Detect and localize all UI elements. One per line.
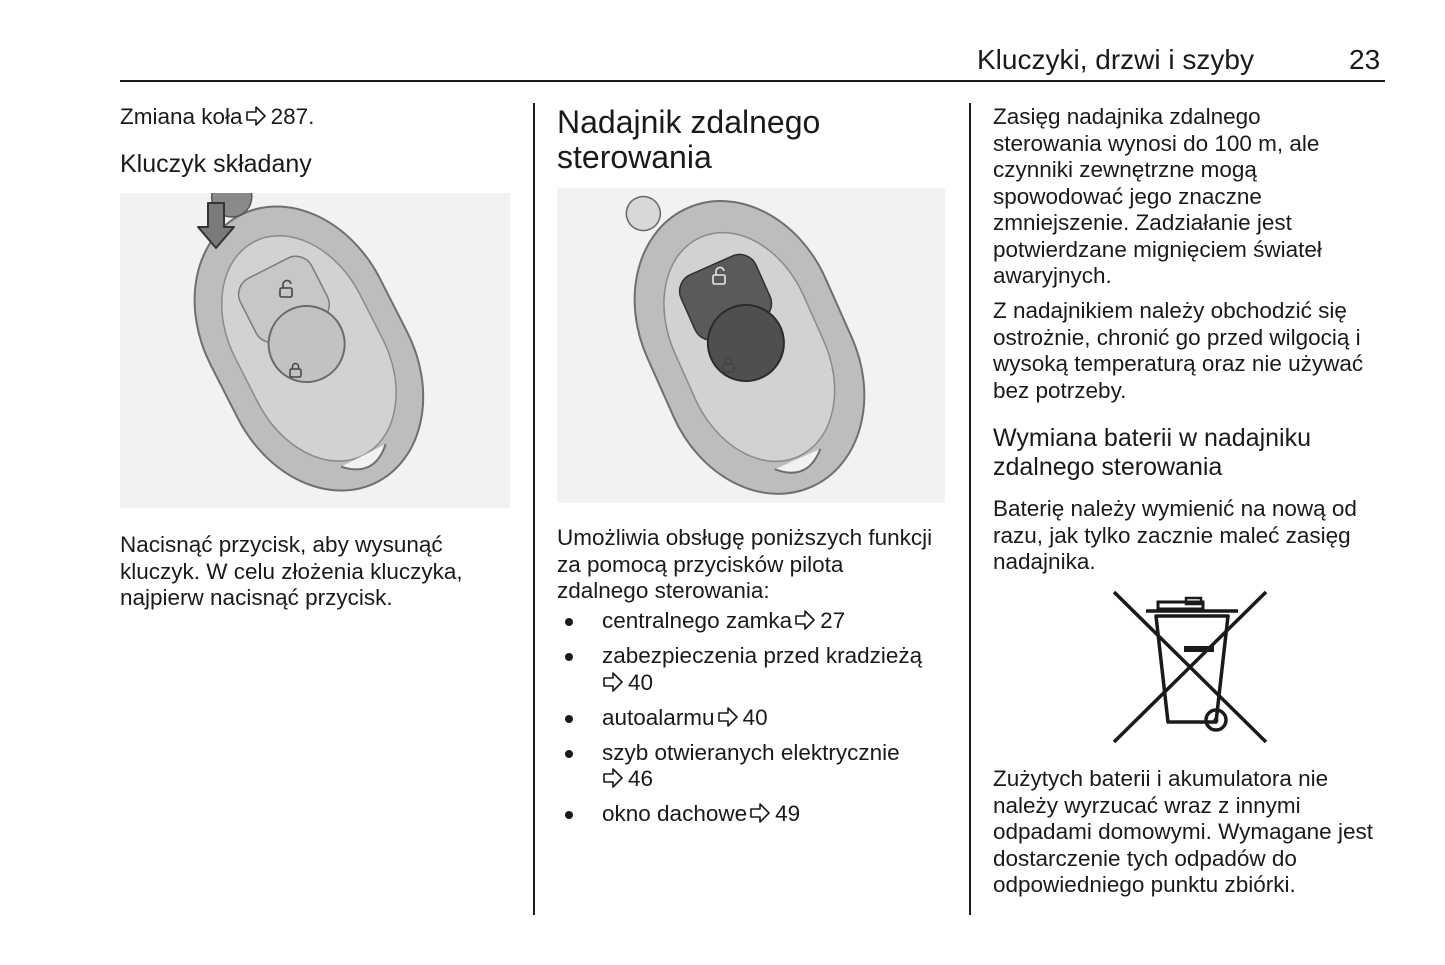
handling-paragraph: Z nadajnikiem należy obchodzić się ostrożnie, chronić go przed wilgocią i wysoką temperaturą oraz nie używać bez potrzeby. <box>993 298 1364 403</box>
reference-arrow-icon <box>602 767 624 789</box>
cross-reference-text: Zmiana koła <box>120 104 243 129</box>
range-paragraph: Zasięg nadajnika zdalnego sterowania wynosi do 100 m, ale czynniki zewnętrzne mogą spowodować jego znaczne zmniejszenie. Zadziałanie jest potwierdzane mignięciem świateł awaryjnych. <box>993 104 1322 288</box>
crossed-out-bin-icon <box>1110 590 1270 745</box>
reference-arrow-icon <box>749 802 771 824</box>
reference-arrow-icon <box>717 706 739 728</box>
bullet-icon <box>565 750 573 758</box>
section-heading-remote-control <box>557 105 820 175</box>
heading-line-1: Nadajnik zdalnego <box>557 104 821 140</box>
folding-key-caption: Nacisnąć przycisk, aby wysunąć kluczyk. W celu złożenia kluczyka, najpierw nacisnąć przycisk. <box>120 532 463 610</box>
list-item <box>557 608 937 635</box>
heading-line-2: sterowania <box>557 139 712 175</box>
section-heading-battery-replacement: Wymiana baterii w nadajniku zdalnego sterowania <box>993 424 1311 481</box>
list-item <box>557 643 937 696</box>
list-item-text: szyb otwieranych elektrycznie <box>602 739 900 765</box>
bullet-icon <box>565 653 573 661</box>
list-item-text: autoalarmu <box>602 704 715 730</box>
column-divider-2 <box>969 103 971 915</box>
list-item-text: centralnego zamka <box>602 608 793 633</box>
reference-arrow-icon <box>602 671 624 693</box>
reference-arrow-icon <box>245 105 267 127</box>
disposal-paragraph: Zużytych baterii i akumulatora nie należy wyrzucać wraz z innymi odpadami domowymi. Wymagane jest dostarczenie tych odpadów do odpowiedniego punktu zbiórki. <box>993 766 1373 897</box>
remote-functions-list <box>557 608 937 836</box>
list-item <box>557 740 937 793</box>
list-item-ref: 49 <box>775 801 801 826</box>
list-item <box>557 705 937 732</box>
cross-reference-page: 287. <box>270 104 315 129</box>
section-heading-folding-key: Kluczyk składany <box>120 150 312 178</box>
list-item <box>557 801 937 828</box>
page-number: 23 <box>1349 44 1381 75</box>
list-item-text: zabezpieczenia przed kradzieżą <box>602 643 923 668</box>
folding-key-illustration <box>120 193 510 508</box>
list-item-ref: 40 <box>742 704 768 730</box>
reference-arrow-icon <box>794 609 816 631</box>
remote-control-illustration <box>557 188 945 503</box>
bullet-icon <box>565 715 573 723</box>
cross-reference-wheel-change <box>120 104 314 131</box>
battery-replacement-paragraph: Baterię należy wymienić na nową od razu, jak tylko zacznie maleć zasięg nadajnika. <box>993 496 1357 574</box>
list-item-ref: 27 <box>820 608 846 633</box>
list-item-ref: 46 <box>628 766 654 791</box>
column-divider-1 <box>533 103 535 915</box>
list-item-text: okno dachowe <box>602 801 748 826</box>
bullet-icon <box>565 811 573 819</box>
header-rule <box>120 80 1385 82</box>
remote-control-intro: Umożliwia obsługę poniższych funkcji za pomocą przycisków pilota zdalnego sterowania: <box>557 525 933 603</box>
list-item-ref: 40 <box>628 669 654 695</box>
running-header-title: Kluczyki, drzwi i szyby <box>977 44 1254 75</box>
bullet-icon <box>565 618 573 626</box>
